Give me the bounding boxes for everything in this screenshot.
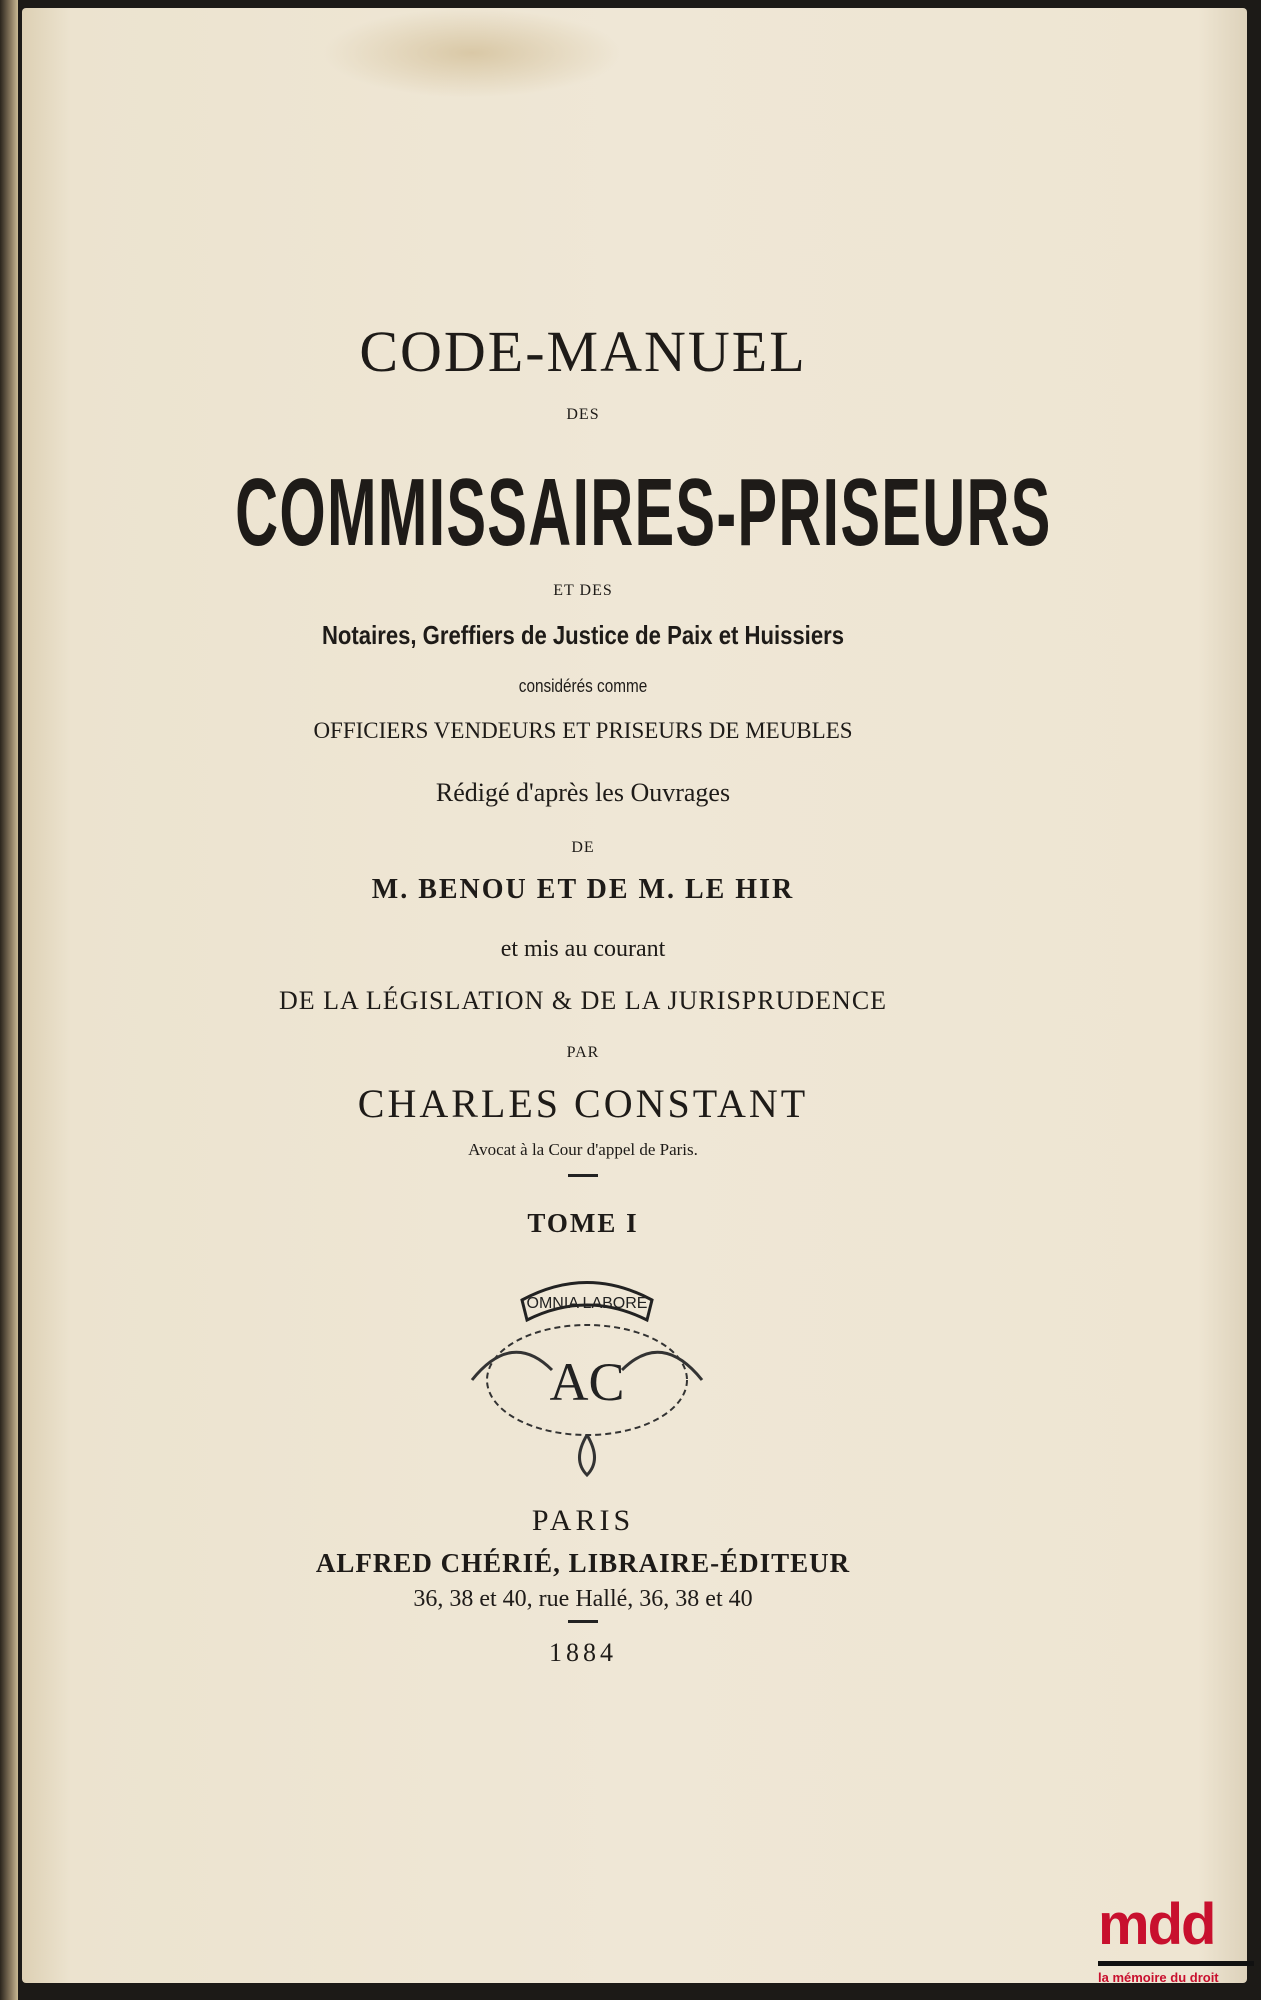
year: 1884 xyxy=(549,1638,617,1667)
emblem-initials: AC xyxy=(549,1352,625,1412)
de-label: DE xyxy=(571,839,595,856)
title: CODE-MANUEL xyxy=(359,319,807,384)
divider xyxy=(568,1174,598,1177)
main-title: COMMISSAIRES-PRISEURS xyxy=(235,459,1052,566)
publisher-emblem xyxy=(452,1260,722,1480)
emblem-motto: OMNIA LABORE xyxy=(526,1295,648,1312)
mis-au-courant: et mis au courant xyxy=(500,936,666,962)
author-title: Avocat à la Cour d'appel de Paris. xyxy=(468,1140,698,1159)
des-label: DES xyxy=(566,406,600,423)
tome: TOME I xyxy=(527,1208,639,1238)
title-page xyxy=(22,8,1247,1983)
subtitle: Notaires, Greffiers de Justice de Paix et Huissiers xyxy=(321,620,845,650)
logo-tagline: la mémoire du droit xyxy=(1098,1970,1219,1985)
paper-stain xyxy=(322,8,622,98)
consideres-comme: considérés comme xyxy=(518,676,648,696)
logo-bar xyxy=(1098,1961,1254,1966)
authors: M. BENOU ET DE M. LE HIR xyxy=(371,874,795,905)
publisher: ALFRED CHÉRIÉ, LIBRAIRE-ÉDITEUR xyxy=(315,1548,851,1578)
logo-text: mdd xyxy=(1098,1892,1215,1957)
mdd-watermark-logo xyxy=(1098,1892,1258,1985)
redige-line: Rédigé d'après les Ouvrages xyxy=(435,778,731,807)
par-label: PAR xyxy=(566,1044,600,1061)
author-name: CHARLES CONSTANT xyxy=(357,1081,809,1126)
divider-2 xyxy=(568,1620,598,1623)
officiers-line: OFFICIERS VENDEURS ET PRISEURS DE MEUBLES xyxy=(313,718,853,743)
book-spine-edge xyxy=(0,0,18,2000)
et-des-label: ET DES xyxy=(553,582,613,599)
address: 36, 38 et 40, rue Hallé, 36, 38 et 40 xyxy=(413,1586,753,1612)
city: PARIS xyxy=(531,1504,635,1537)
legislation-line: DE LA LÉGISLATION & DE LA JURISPRUDENCE xyxy=(278,986,888,1015)
